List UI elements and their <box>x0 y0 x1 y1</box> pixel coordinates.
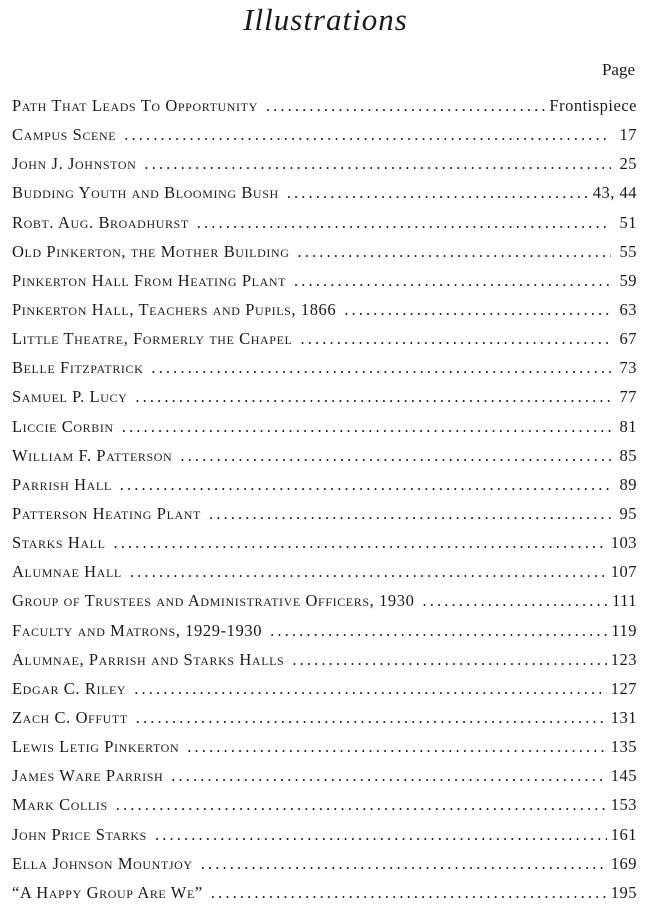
entry-title: Campus Scene <box>12 125 117 145</box>
list-item <box>12 621 637 650</box>
dot-leader <box>211 883 607 903</box>
entry-title: Zach C. Offutt <box>12 707 128 727</box>
list-item <box>12 154 637 183</box>
entry-page: 89 <box>619 474 637 494</box>
list-item <box>12 562 637 591</box>
dot-leader <box>292 650 606 670</box>
list-item <box>12 533 637 562</box>
entry-page: 55 <box>619 241 637 261</box>
entry-title: Budding Youth and Blooming Bush <box>12 183 279 203</box>
entry-page: 81 <box>619 416 637 436</box>
entry-page: 85 <box>619 445 637 465</box>
entry-title: Mark Collis <box>12 795 108 815</box>
entry-title: James Ware Parrish <box>12 766 164 786</box>
list-item <box>12 795 637 824</box>
entry-title: Group of Trustees and Administrative Officers, 1930 <box>12 591 415 611</box>
entry-page: 43, 44 <box>592 183 637 203</box>
dot-leader <box>114 533 607 553</box>
list-item <box>12 825 637 854</box>
list-item <box>12 504 637 533</box>
entry-title: Liccie Corbin <box>12 416 114 436</box>
dot-leader <box>155 825 607 845</box>
entry-title: Ella Johnson Mountjoy <box>12 853 193 873</box>
illustrations-list <box>12 96 637 912</box>
entry-title: Pinkerton Hall, Teachers and Pupils, 1866 <box>12 299 337 319</box>
entry-title: Faculty and Matrons, 1929-1930 <box>12 620 263 640</box>
list-item <box>12 591 637 620</box>
dot-leader <box>270 621 607 641</box>
list-item <box>12 650 637 679</box>
page-column-header: Page <box>601 60 635 79</box>
dot-leader <box>124 125 611 145</box>
list-item <box>12 737 637 766</box>
list-item <box>12 213 637 242</box>
entry-page: 153 <box>610 795 637 815</box>
list-item <box>12 300 637 329</box>
entry-title: Pinkerton Hall From Heating Plant <box>12 270 287 290</box>
list-item <box>12 387 637 416</box>
entry-title: Old Pinkerton, the Mother Building <box>12 241 290 261</box>
entry-page: 135 <box>610 737 637 757</box>
entry-page: 77 <box>619 387 637 407</box>
list-item <box>12 358 637 387</box>
entry-title: Starks Hall <box>12 533 106 553</box>
dot-leader <box>187 737 607 757</box>
dot-leader <box>171 766 606 786</box>
entry-page: 17 <box>619 125 637 145</box>
entry-page: Frontispiece <box>549 96 637 115</box>
dot-leader <box>209 504 611 524</box>
entry-page: 131 <box>610 707 637 727</box>
entry-title: Belle Fitzpatrick <box>12 358 144 378</box>
entry-title: Edgar C. Riley <box>12 678 127 698</box>
list-item <box>12 446 637 475</box>
dot-leader <box>422 591 608 611</box>
entry-page: 25 <box>619 154 637 174</box>
entry-page: 145 <box>610 766 637 786</box>
entry-title: John Price Starks <box>12 824 147 844</box>
entry-page: 73 <box>619 358 637 378</box>
entry-title: Alumnae Hall <box>12 562 122 582</box>
dot-leader <box>151 358 611 378</box>
entry-title: “A Happy Group Are We” <box>12 882 203 902</box>
entry-title: John J. Johnston <box>12 154 137 174</box>
list-item <box>12 679 637 708</box>
dot-leader <box>344 300 611 320</box>
entry-title: Patterson Heating Plant <box>12 503 201 523</box>
list-item <box>12 242 637 271</box>
entry-page: 161 <box>610 824 637 844</box>
entry-page: 95 <box>619 503 637 523</box>
dot-leader <box>266 96 549 116</box>
entry-page: 119 <box>611 620 637 640</box>
list-item <box>12 183 637 212</box>
entry-title: Robt. Aug. Broadhurst <box>12 212 189 232</box>
entry-title: William F. Patterson <box>12 445 173 465</box>
entry-page: 111 <box>611 591 637 611</box>
dot-leader <box>136 708 607 728</box>
page-title: Illustrations <box>243 2 408 37</box>
list-item <box>12 708 637 737</box>
entry-title: Path That Leads To Opportunity <box>12 96 258 115</box>
dot-leader <box>298 242 612 262</box>
entry-page: 67 <box>619 329 637 349</box>
entry-page: 51 <box>619 212 637 232</box>
dot-leader <box>201 854 607 874</box>
dot-leader <box>287 183 589 203</box>
dot-leader <box>197 213 611 233</box>
list-item <box>12 329 637 358</box>
list-item <box>12 125 637 154</box>
dot-leader <box>130 562 607 582</box>
entry-title: Parrish Hall <box>12 474 112 494</box>
entry-title: Lewis Letig Pinkerton <box>12 737 180 757</box>
entry-page: 59 <box>619 270 637 290</box>
dot-leader <box>120 475 611 495</box>
list-item <box>12 271 637 300</box>
dot-leader <box>135 387 611 407</box>
entry-page: 123 <box>610 649 637 669</box>
dot-leader <box>116 795 607 815</box>
entry-title: Alumnae, Parrish and Starks Halls <box>12 649 285 669</box>
entry-page: 63 <box>619 299 637 319</box>
entry-page: 103 <box>610 533 637 553</box>
dot-leader <box>144 154 611 174</box>
dot-leader <box>300 329 611 349</box>
list-item <box>12 854 637 883</box>
dot-leader <box>122 417 611 437</box>
dot-leader <box>294 271 611 291</box>
entry-title: Samuel P. Lucy <box>12 387 128 407</box>
dot-leader <box>180 446 611 466</box>
entry-page: 127 <box>610 678 637 698</box>
entry-page: 107 <box>610 562 637 582</box>
list-item <box>12 883 637 912</box>
entry-title: Little Theatre, Formerly the Chapel <box>12 329 293 349</box>
list-item <box>12 766 637 795</box>
entry-page: 195 <box>610 882 637 902</box>
dot-leader <box>134 679 607 699</box>
list-item <box>12 475 637 504</box>
entry-page: 169 <box>610 853 637 873</box>
list-item <box>12 417 637 446</box>
list-item <box>12 96 637 125</box>
